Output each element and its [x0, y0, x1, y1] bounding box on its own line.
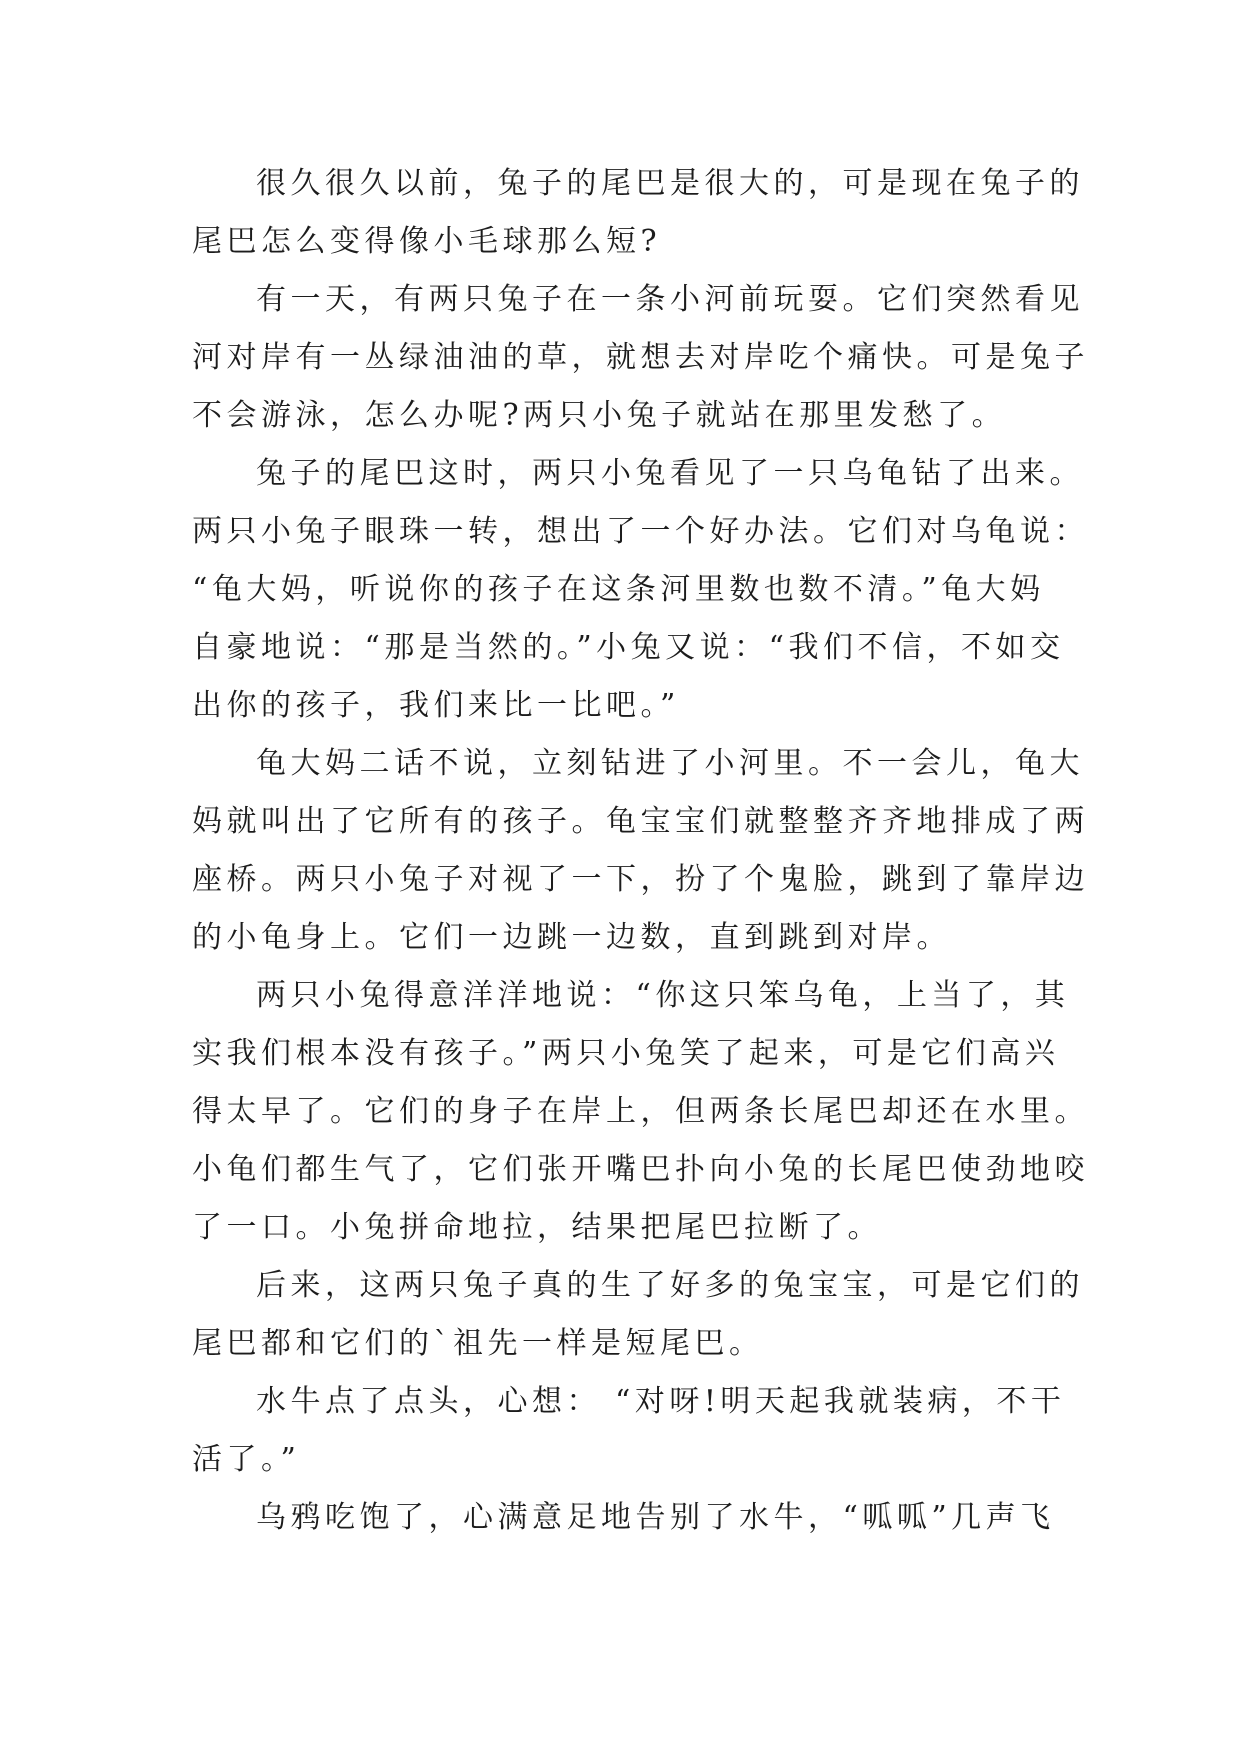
text-line-23: 活了。”: [192, 1442, 301, 1477]
text-line-18: 小龟们都生气了，它们张开嘴巴扑向小兔的长尾巴使劲地咬: [192, 1152, 1089, 1187]
text-line-2: 尾巴怎么变得像小毛球那么短?: [192, 224, 662, 259]
text-line-10: 出你的孩子，我们来比一比吧。”: [192, 688, 680, 723]
text-line-1: 很久很久以前，兔子的尾巴是很大的，可是现在兔子的: [256, 166, 1084, 201]
text-line-11: 龟大妈二话不说，立刻钻进了小河里。不一会儿，龟大: [256, 746, 1084, 781]
text-line-15: 两只小兔得意洋洋地说：“你这只笨乌龟，上当了，其: [256, 978, 1070, 1013]
text-line-6: 兔子的尾巴这时，两只小兔看见了一只乌龟钻了出来。: [256, 456, 1084, 491]
text-line-16: 实我们根本没有孩子。”两只小兔笑了起来，可是它们高兴: [192, 1036, 1060, 1071]
text-line-9: 自豪地说：“那是当然的。”小兔又说：“我们不信，不如交: [192, 630, 1065, 665]
text-line-12: 妈就叫出了它所有的孩子。龟宝宝们就整整齐齐地排成了两: [192, 804, 1089, 839]
text-line-17: 得太早了。它们的身子在岸上，但两条长尾巴却还在水里。: [192, 1094, 1089, 1129]
text-line-20: 后来，这两只兔子真的生了好多的兔宝宝，可是它们的: [256, 1268, 1084, 1303]
text-line-14: 的小龟身上。它们一边跳一边数，直到跳到对岸。: [192, 920, 951, 955]
text-line-8: “龟大妈，听说你的孩子在这条河里数也数不清。”龟大妈: [192, 572, 1045, 607]
text-line-13: 座桥。两只小兔子对视了一下，扮了个鬼脸，跳到了靠岸边: [192, 862, 1089, 897]
text-line-19: 了一口。小兔拼命地拉，结果把尾巴拉断了。: [192, 1210, 882, 1245]
text-line-4: 河对岸有一丛绿油油的草，就想去对岸吃个痛快。可是兔子: [192, 340, 1089, 375]
text-line-22: 水牛点了点头，心想： “对呀!明天起我就装病，不干: [256, 1384, 1066, 1419]
text-line-5: 不会游泳，怎么办呢?两只小兔子就站在那里发愁了。: [192, 398, 1007, 433]
text-line-24: 乌鸦吃饱了，心满意足地告别了水牛，“呱呱”几声飞: [256, 1500, 1055, 1535]
story-text: [192, 155, 1089, 1547]
text-line-3: 有一天，有两只兔子在一条小河前玩耍。它们突然看见: [256, 282, 1084, 317]
text-line-21: 尾巴都和它们的`祖先一样是短尾巴。: [192, 1326, 764, 1361]
text-line-7: 两只小兔子眼珠一转，想出了一个好办法。它们对乌龟说：: [192, 514, 1089, 549]
